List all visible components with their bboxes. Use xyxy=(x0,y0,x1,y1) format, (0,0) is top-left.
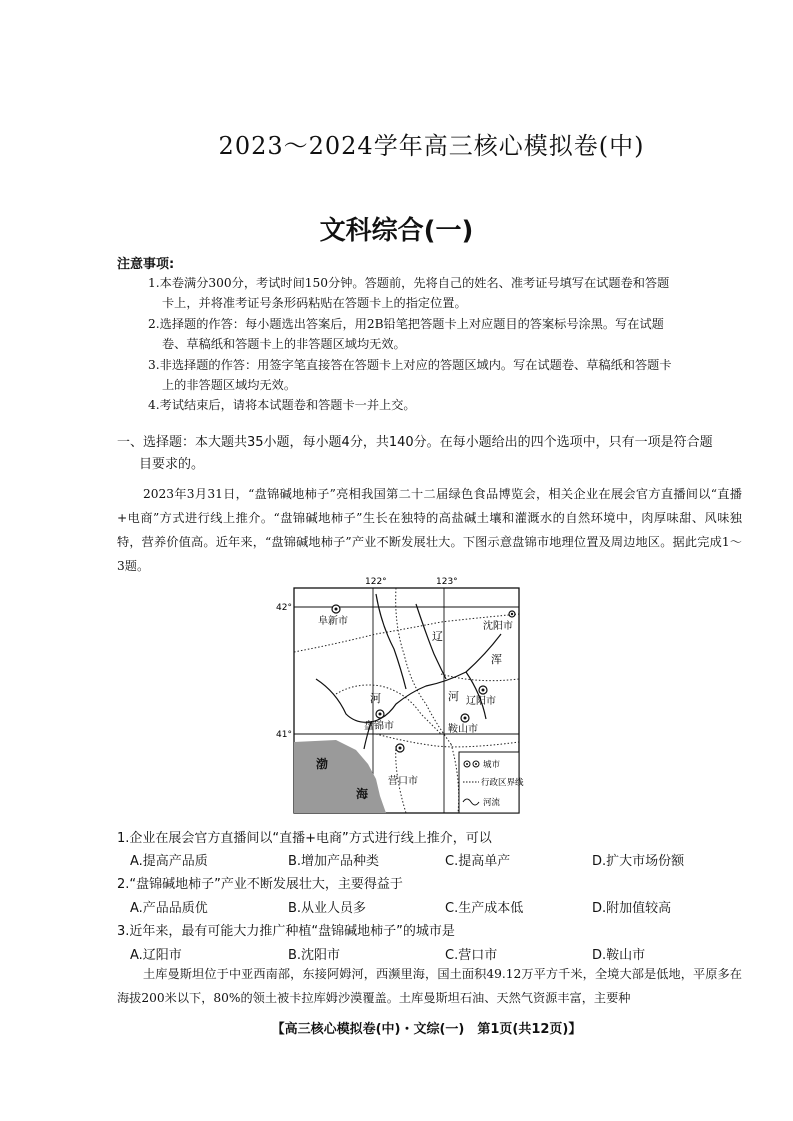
question-1-option-c[interactable]: C.提高单产 xyxy=(445,854,511,869)
legend-boundary: 行政区界线 xyxy=(481,778,524,788)
notice-item-2: 2.选择题的作答：每小题选出答案后，用2B铅笔把答题卡上对应题目的答案标号涂黑。写在试题 卷、草稿纸和答题卡上的非答题区域均无效。 xyxy=(148,317,664,351)
city-label-anshan: 鞍山市 xyxy=(448,724,478,735)
question-2-stem: 2.“盘锦碱地柿子”产业不断发展壮大，主要得益于 xyxy=(117,877,403,892)
passage-1: 2023年3月31日，“盘锦碱地柿子”亮相我国第二十二届绿色食品博览会，相关企业在展会官方直播间以“直播+电商”方式进行线上推介。“盘锦碱地柿子”生长在独特的高盐碱土壤和灌溉水的自然环境中，肉厚味甜、风味独特，营养价值高。近年来，“盘锦碱地柿子”产业不断发展壮大。下图示意盘锦市地理位置及周边地区。据此完成1～3题。 xyxy=(117,487,742,573)
section-heading: 一、选择题：本大题共35小题，每小题4分，共140分。在每小题给出的四个选项中，只有一项是符合题 目要求的。 xyxy=(117,435,713,472)
river-char-2: 河 xyxy=(370,692,381,705)
city-label-shenyang: 沈阳市 xyxy=(483,621,513,632)
passage-2: 土库曼斯坦位于中亚西南部，东接阿姆河，西濒里海，国土面积49.12万平方千米，全境大部是低地，平原多在海拔200米以下，80%的领土被卡拉库姆沙漠覆盖。土库曼斯坦石油、天然气资源丰富，主要种 xyxy=(117,967,742,1005)
question-2-option-a[interactable]: A.产品品质优 xyxy=(130,901,208,916)
question-2-option-c[interactable]: C.生产成本低 xyxy=(445,901,524,916)
city-label-yingkou: 营口市 xyxy=(388,776,418,787)
lon-label-122: 122° xyxy=(365,577,387,587)
city-label-liaoyang: 辽阳市 xyxy=(466,696,496,707)
notice-item-4: 4.考试结束后，请将本试题卷和答题卡一并上交。 xyxy=(148,398,416,412)
legend-river: 河流 xyxy=(483,798,501,808)
panjin-map xyxy=(276,574,531,819)
river-char-4: 河 xyxy=(448,690,459,703)
lat-label-42: 42° xyxy=(276,603,292,613)
sea-char-1: 渤 xyxy=(316,757,329,771)
city-label-panjin: 盘锦市 xyxy=(364,721,394,732)
exam-title: 2023～2024学年高三核心模拟卷(中) xyxy=(218,132,645,160)
legend-city: 城市 xyxy=(483,760,501,770)
question-2-option-b[interactable]: B.从业人员多 xyxy=(288,901,367,916)
question-2-option-d[interactable]: D.附加值较高 xyxy=(592,901,672,916)
question-3-option-c[interactable]: C.营口市 xyxy=(445,948,498,963)
map-legend xyxy=(459,752,524,813)
question-3-option-a[interactable]: A.辽阳市 xyxy=(130,948,182,963)
lon-label-123: 123° xyxy=(436,577,458,587)
question-3-option-b[interactable]: B.沈阳市 xyxy=(288,948,341,963)
sea-char-2: 海 xyxy=(356,787,369,801)
notice-heading: 注意事项: xyxy=(117,257,175,272)
question-3-stem: 3.近年来，最有可能大力推广种植“盘锦碱地柿子”的城市是 xyxy=(117,924,455,939)
question-1-option-d[interactable]: D.扩大市场份额 xyxy=(592,854,685,869)
exam-subtitle: 文科综合(一) xyxy=(319,216,474,246)
city-label-fuxin: 阜新市 xyxy=(318,616,348,627)
lat-label-41: 41° xyxy=(276,730,292,740)
question-3-option-d[interactable]: D.鞍山市 xyxy=(592,948,646,963)
page-footer: 【高三核心模拟卷(中)・文综(一) 第1页(共12页)】 xyxy=(271,1022,582,1037)
river-char-1: 辽 xyxy=(432,630,443,643)
question-1-stem: 1.企业在展会官方直播间以“直播+电商”方式进行线上推介，可以 xyxy=(117,831,492,846)
question-1-option-a[interactable]: A.提高产品质 xyxy=(130,854,208,869)
notice-item-1: 1.本卷满分300分，考试时间150分钟。答题前，先将自己的姓名、准考证号填写在试题卷和答题 卡上，并将准考证号条形码粘贴在答题卡上的指定位置。 xyxy=(148,276,670,310)
river-char-3: 浑 xyxy=(491,653,502,666)
question-1-option-b[interactable]: B.增加产品种类 xyxy=(288,854,380,869)
notice-item-3: 3.非选择题的作答：用签字笔直接答在答题卡上对应的答题区域内。写在试题卷、草稿纸和答题卡 上的非答题区域均无效。 xyxy=(148,358,672,392)
